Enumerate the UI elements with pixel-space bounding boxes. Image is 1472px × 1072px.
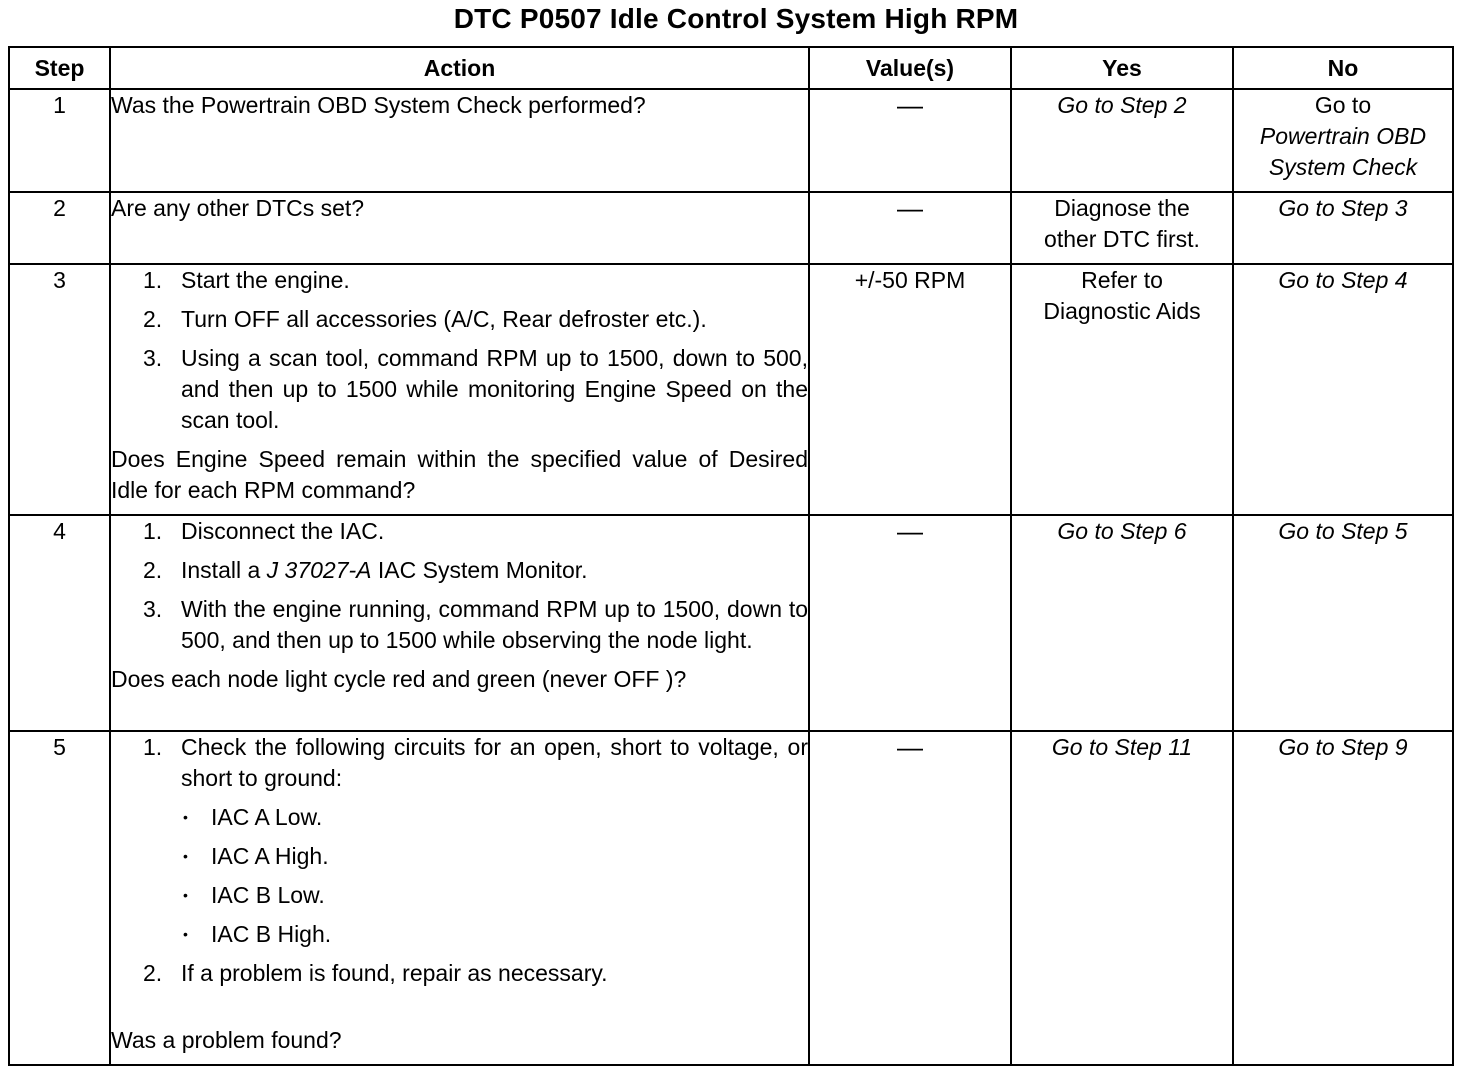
item-number: 1.	[143, 518, 163, 544]
value-cell	[809, 192, 1011, 264]
step-number: 4	[9, 515, 110, 731]
table-row	[9, 89, 1453, 192]
tool-number: J 37027-A	[266, 557, 372, 583]
item-number: 2.	[143, 306, 163, 332]
value-text: —	[897, 516, 923, 546]
bullet-icon: •	[183, 809, 188, 825]
item-number: 1.	[143, 267, 163, 293]
numbered-item	[111, 594, 808, 656]
action-cell	[110, 192, 809, 264]
action-question: Are any other DTCs set?	[111, 195, 365, 221]
item-number: 1.	[143, 734, 163, 760]
item-text: Using a scan tool, command RPM up to 1500, down to 500, and then up to 1500 while monitoring Engine Speed on the scan tool.	[181, 345, 808, 433]
page-title: DTC P0507 Idle Control System High RPM	[453, 3, 1019, 34]
bullet-item	[111, 802, 808, 833]
item-text: Disconnect the IAC.	[181, 518, 385, 544]
numbered-item	[111, 304, 808, 335]
bullet-icon: •	[183, 887, 188, 903]
yes-cell: Go to Step 2	[1011, 89, 1233, 192]
no-cell: Go to Step 5	[1233, 515, 1453, 731]
no-cell: Go to Step 9	[1233, 731, 1453, 1065]
bullet-text: IAC B Low.	[211, 882, 325, 908]
action-question: Does Engine Speed remain within the specified value of Desired Idle for each RPM command?	[111, 446, 808, 503]
item-text: Turn OFF all accessories (A/C, Rear defroster etc.).	[181, 306, 707, 332]
numbered-item	[111, 265, 808, 296]
item-text: Start the engine.	[181, 267, 350, 293]
item-text: Check the following circuits for an open, short to voltage, or short to ground:	[181, 734, 808, 791]
no-cell: Go to Step 4	[1233, 264, 1453, 515]
action-cell	[110, 89, 809, 192]
table-row	[9, 731, 1453, 1065]
bullet-item	[111, 880, 808, 911]
diagnostic-table	[8, 46, 1454, 1066]
step-number: 1	[9, 89, 110, 192]
value-cell	[809, 731, 1011, 1065]
item-text	[181, 555, 808, 586]
step-number: 5	[9, 731, 110, 1065]
step-number: 3	[9, 264, 110, 515]
bullet-icon: •	[183, 926, 188, 942]
item-text-post: IAC System Monitor.	[371, 557, 588, 583]
yes-cell: Refer to Diagnostic Aids	[1011, 264, 1233, 515]
numbered-item	[111, 516, 808, 547]
item-text-pre: Install a	[181, 557, 267, 583]
action-cell	[110, 264, 809, 515]
table-row	[9, 264, 1453, 515]
bullet-item	[111, 919, 808, 950]
item-number: 2.	[143, 557, 163, 583]
table-row	[9, 192, 1453, 264]
table-row	[9, 515, 1453, 731]
header-row	[9, 47, 1453, 89]
bullet-text: IAC A High.	[211, 843, 329, 869]
numbered-item	[111, 958, 808, 989]
value-text: —	[897, 90, 923, 120]
item-number: 3.	[143, 596, 163, 622]
no-cell	[1233, 89, 1453, 192]
item-text: If a problem is found, repair as necessary.	[181, 960, 608, 986]
item-number: 3.	[143, 345, 163, 371]
yes-cell: Go to Step 6	[1011, 515, 1233, 731]
yes-cell: Go to Step 11	[1011, 731, 1233, 1065]
no-link: Powertrain OBD System Check	[1259, 123, 1427, 180]
header-no: No	[1233, 47, 1453, 89]
action-question: Was a problem found?	[111, 1027, 342, 1053]
step-number: 2	[9, 192, 110, 264]
numbered-item	[111, 732, 808, 794]
action-cell	[110, 731, 809, 1065]
header-action: Action	[110, 47, 809, 89]
value-cell	[809, 515, 1011, 731]
value-text: —	[897, 193, 923, 223]
bullet-text: IAC B High.	[211, 921, 332, 947]
numbered-item	[111, 555, 808, 586]
bullet-text: IAC A Low.	[211, 804, 323, 830]
header-value: Value(s)	[809, 47, 1011, 89]
item-text: With the engine running, command RPM up to 1500, down to 500, and then up to 1500 while observing the node light.	[181, 596, 808, 653]
no-text: Go to	[1314, 92, 1372, 118]
action-question: Does each node light cycle red and green (never OFF )?	[111, 666, 687, 692]
action-question: Was the Powertrain OBD System Check performed?	[111, 92, 646, 118]
value-text: —	[897, 732, 923, 762]
item-number: 2.	[143, 960, 163, 986]
value-cell: +/-50 RPM	[809, 264, 1011, 515]
value-cell	[809, 89, 1011, 192]
yes-cell: Diagnose the other DTC first.	[1011, 192, 1233, 264]
header-step: Step	[9, 47, 110, 89]
bullet-icon: •	[183, 848, 188, 864]
action-cell	[110, 515, 809, 731]
bullet-item	[111, 841, 808, 872]
header-yes: Yes	[1011, 47, 1233, 89]
numbered-item	[111, 343, 808, 436]
no-cell: Go to Step 3	[1233, 192, 1453, 264]
